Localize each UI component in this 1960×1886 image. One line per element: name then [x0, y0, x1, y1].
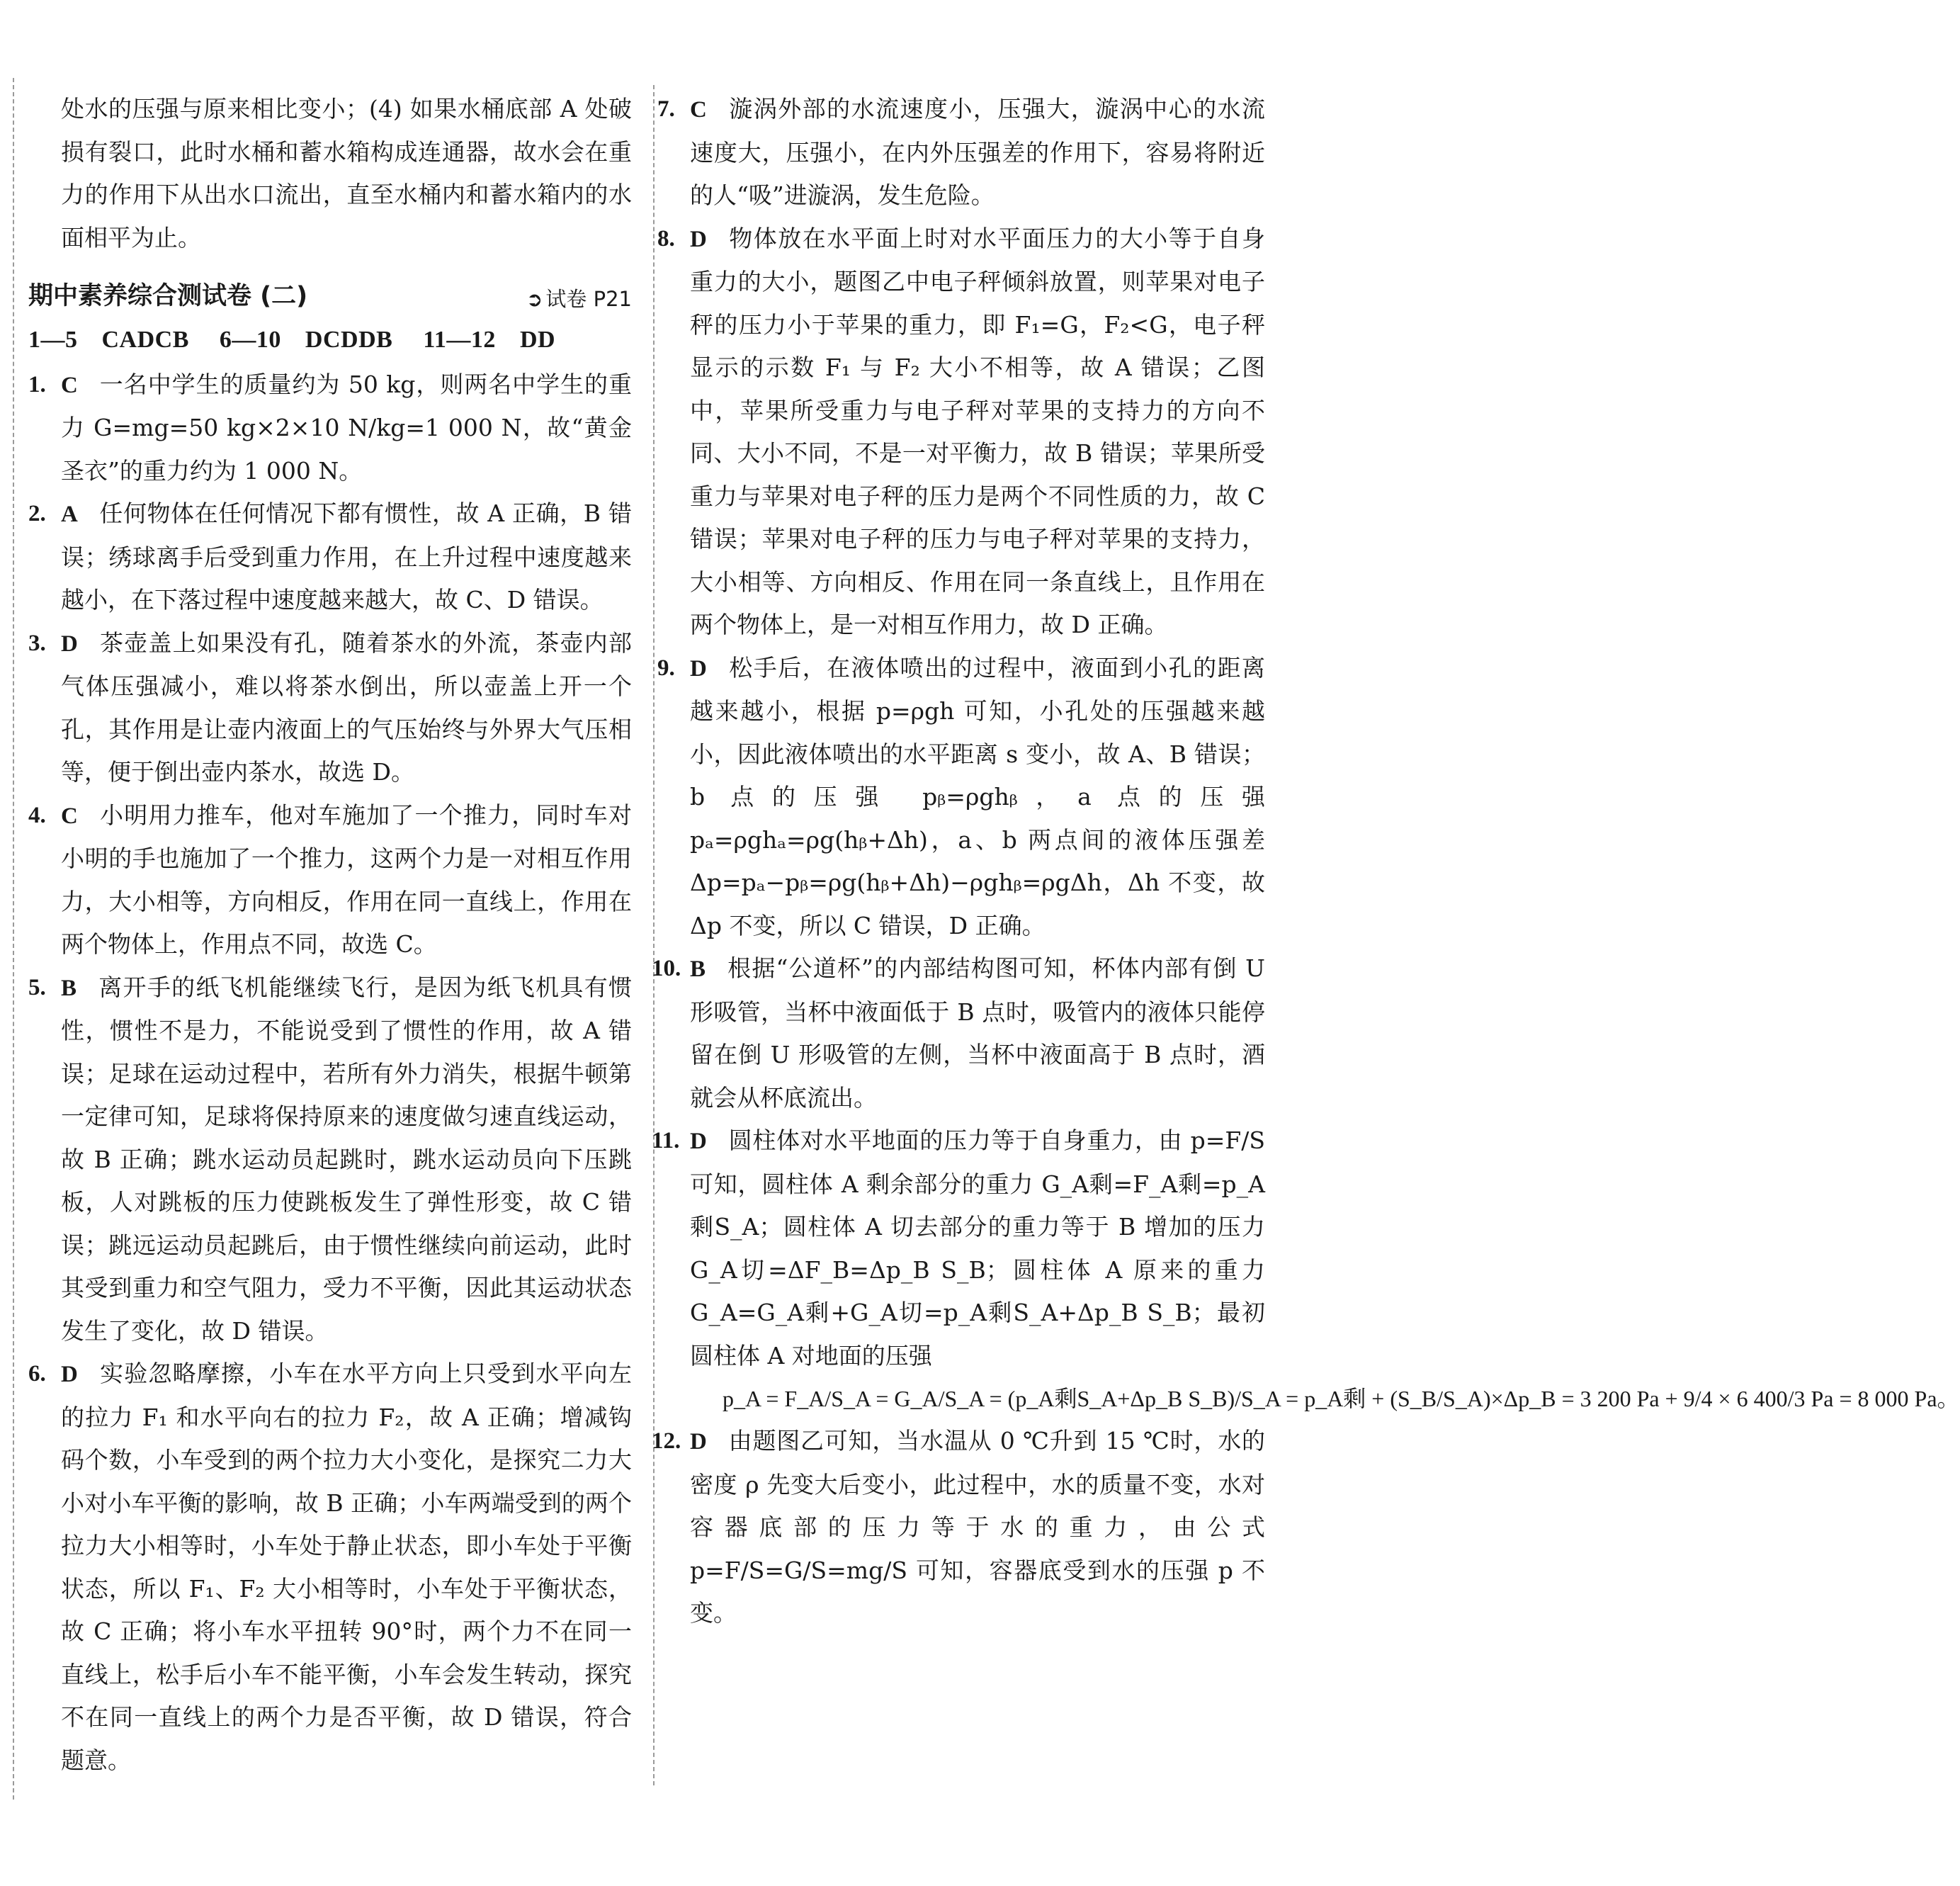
answer-range: 11—12 — [423, 327, 496, 353]
solution-item — [652, 947, 1265, 1119]
solution-item — [28, 363, 632, 493]
solution-item — [28, 794, 632, 966]
item-number: 6. — [28, 1361, 46, 1387]
solution-item — [652, 1119, 1960, 1414]
solution-item — [652, 1420, 1265, 1635]
answer-letters: CADCB — [101, 327, 189, 353]
pressure-formula: p_A = F_A/S_A = G_A/S_A = (p_A剩S_A+Δp_B S_B)/S_A = p_A剩 + (S_B/S_A)×Δp_B = 3 200 Pa + 9/4 × 6 400/3 Pa = 8 000 Pa。 — [723, 1386, 1960, 1411]
item-explanation: 松手后，在液体喷出的过程中，液面到小孔的距离越来越小，根据 p=ρgh 可知，小孔处的压强越来越小，因此液体喷出的水平距离 s 变小，故 A、B 错误；b 点的压强 pᵦ=ρghᵦ，a 点的压强 pₐ=ρghₐ=ρg(hᵦ+Δh)，a、b 两点间的液体压强差 Δp=pₐ−pᵦ=ρg(hᵦ+Δh)−ρghᵦ=ρgΔh，Δh 不变，故 Δp 不变，所以 C 错误，D 正确。 — [690, 653, 1265, 939]
item-explanation: 由题图乙可知，当水温从 0 ℃升到 15 ℃时，水的密度 ρ 先变大后变小，此过程中，水的质量不变，水对容器底部的压力等于水的重力，由公式 p=F/S=G/S=mg/S 可知，容器底受到水的压强 p 不变。 — [690, 1427, 1265, 1627]
item-number: 8. — [657, 225, 675, 252]
solution-item — [28, 966, 632, 1353]
section-heading — [28, 275, 632, 316]
item-number: 10. — [652, 956, 681, 981]
paper-reference-text: 试卷 P21 — [545, 287, 632, 311]
item-answer: D — [690, 1429, 707, 1455]
binding-margin-rule — [13, 78, 14, 1800]
item-explanation: 任何物体在任何情况下都有惯性，故 A 正确，B 错误；绣球离手后受到重力作用，在上升过程中速度越来越小，在下落过程中速度越来越大，故 C、D 错误。 — [61, 499, 632, 614]
column-divider — [653, 85, 655, 1785]
item-explanation: 一名中学生的质量约为 50 kg，则两名中学生的重力 G=mg=50 kg×2×10 N/kg=1 000 N，故“黄金圣衣”的重力约为 1 000 N。 — [61, 370, 632, 485]
item-answer: A — [61, 502, 78, 527]
item-explanation: 物体放在水平面上时对水平面压力的大小等于自身重力的大小，题图乙中电子秤倾斜放置，则苹果对电子秤的压力小于苹果的重力，即 F₁=G，F₂<G，电子秤显示的示数 F₁ 与 F₂ 大小不相等，故 A 错误；乙图中，苹果所受重力与电子秤对苹果的支持力的方向不同、大小不同，不是一对平衡力，故 B 错误；苹果所受重力与苹果对电子秤的压力是两个不同性质的力，故 C 错误；苹果对电子秤的压力与电子秤对苹果的支持力，大小相等、方向相反、作用在同一条直线上，且作用在两个物体上，是一对相互作用力，故 D 正确。 — [690, 224, 1265, 638]
item-number: 4. — [28, 802, 46, 828]
item-answer: D — [690, 226, 707, 252]
item-number: 3. — [28, 630, 46, 656]
item-explanation: 小明用力推车，他对车施加了一个推力，同时车对小明的手也施加了一个推力，这两个力是一对相互作用力，大小相等，方向相反，作用在同一直线上，作用在两个物体上，作用点不同，故选 C。 — [61, 801, 632, 958]
item-number: 12. — [652, 1428, 681, 1454]
item-explanation: 茶壶盖上如果没有孔，随着茶水的外流，茶壶内部气体压强减小，难以将茶水倒出，所以壶盖上开一个孔，其作用是让壶内液面上的气压始终与外界大气压相等，便于倒出壶内茶水，故选 D。 — [61, 628, 632, 786]
answer-letters: DD — [519, 327, 556, 353]
left-column — [28, 88, 632, 1782]
item-answer: C — [690, 97, 707, 123]
item-answer: D — [61, 631, 78, 657]
solution-item — [28, 622, 632, 794]
item-explanation: 漩涡外部的水流速度小，压强大，漩涡中心的水流速度大，压强小，在内外压强差的作用下，容易将附近的人“吸”进漩涡，发生危险。 — [690, 95, 1265, 209]
item-explanation: 离开手的纸飞机能继续飞行，是因为纸飞机具有惯性，惯性不是力，不能说受到了惯性的作用，故 A 错误；足球在运动过程中，若所有外力消失，根据牛顿第一定律可知，足球将保持原来的速度做匀速直线运动，故 B 正确；跳水运动员起跳时，跳水运动员向下压跳板，人对跳板的压力使跳板发生了弹性形变，故 C 错误；跳远运动员起跳后，由于惯性继续向前运动，此时其受到重力和空气阻力，受力不平衡，因此其运动状态发生了变化，故 D 错误。 — [61, 973, 632, 1345]
item-number: 7. — [657, 96, 675, 122]
solution-item — [657, 647, 1265, 948]
answer-letters: DCDDB — [305, 327, 393, 353]
item-answer: D — [690, 655, 707, 682]
arrow-right-icon: ➲ — [526, 288, 543, 311]
item-answer: B — [690, 956, 706, 982]
answer-range: 1—5 — [28, 327, 78, 353]
right-column — [652, 88, 1960, 1635]
item-answer: B — [61, 975, 77, 1001]
section-title: 期中素养综合测试卷 (二) — [28, 282, 308, 310]
solution-item — [657, 88, 1265, 218]
item-answer: D — [61, 1362, 78, 1387]
item-number: 1. — [28, 371, 46, 397]
item-explanation: 根据“公道杯”的内部结构图可知，杯体内部有倒 U 形吸管，当杯中液面低于 B 点时，吸管内的液体只能停留在倒 U 形吸管的左侧，当杯中液面高于 B 点时，酒就会从杯底流出。 — [690, 954, 1265, 1112]
item-explanation: 实验忽略摩擦，小车在水平方向上只受到水平向左的拉力 F₁ 和水平向右的拉力 F₂，故 A 正确；增减钩码个数，小车受到的两个拉力大小变化，是探究二力大小对小车平衡的影响，故 B 正确；小车两端受到的两个拉力大小相等时，小车处于静止状态，即小车处于平衡状态，所以 F₁、F₂ 大小相等时，小车处于平衡状态，故 C 正确；将小车水平扭转 90°时，两个力不在同一直线上，松手后小车不能平衡，小车会发生转动，探究不在同一直线上的两个力是否平衡，故 D 错误，符合题意。 — [61, 1360, 633, 1774]
answer-range: 6—10 — [219, 327, 281, 353]
item-answer: C — [61, 803, 78, 829]
solution-item — [28, 1353, 632, 1782]
item-number: 5. — [28, 974, 46, 1000]
solution-item — [657, 218, 1265, 647]
paper-reference — [526, 278, 632, 322]
continued-paragraph: 处水的压强与原来相比变小；(4) 如果水桶底部 A 处破损有裂口，此时水桶和蓄水箱构成连通器，故水会在重力的作用下从出水口流出，直至水桶内和蓄水箱内的水面相平为止。 — [61, 95, 632, 252]
item-answer: C — [61, 372, 78, 398]
answer-key-row — [28, 319, 632, 362]
item-number: 9. — [657, 655, 675, 681]
item-answer: D — [690, 1129, 707, 1154]
item-number: 2. — [28, 501, 46, 526]
solution-item — [28, 492, 632, 622]
item-number: 11. — [652, 1128, 680, 1153]
item-explanation: 圆柱体对水平地面的压力等于自身重力，由 p=F/S 可知，圆柱体 A 剩余部分的重力 G_A剩=F_A剩=p_A剩S_A；圆柱体 A 切去部分的重力等于 B 增加的压力 G_A切=ΔF_B=Δp_B S_B；圆柱体 A 原来的重力 G_A=G_A剩+G_A切=p_A剩S_A+Δp_B S_B；最初圆柱体 A 对地面的压强 — [690, 1126, 1265, 1370]
